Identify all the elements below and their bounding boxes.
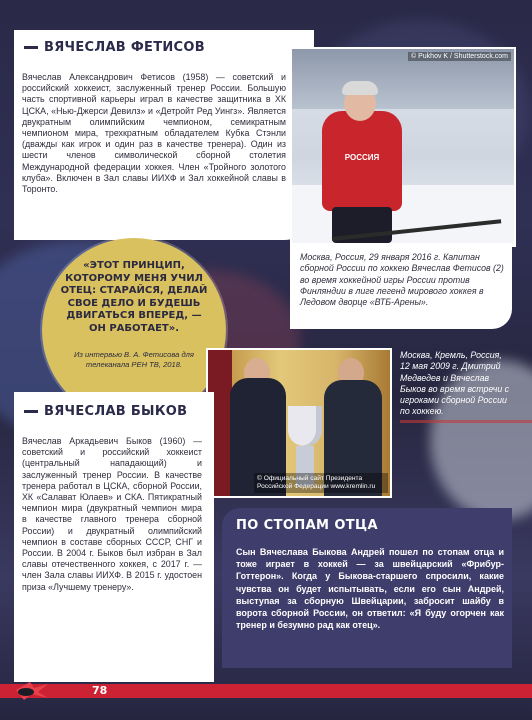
sidebar-box-text: Сын Вячеслава Быкова Андрей пошел по стопам отца и тоже играет в хоккей — за швейцарский «Фрибур-Готтерон». Когда у Быкова-старшего спросили, какие чувства он будет испытывать, если его сын Андрей, выступая за сборную Швейцарии, забросит шайбу в ворота сборной России, он ответил: «Я буду огорчен как тренер и безумно рад как отец».	[236, 547, 504, 631]
heading-bar	[24, 46, 38, 49]
player-hair	[342, 81, 378, 95]
jersey-lettering: РОССИЯ	[344, 153, 380, 162]
fetisov-biography: Вячеслав Александрович Фетисов (1958) — советский и российский хоккеист, заслуженный тренер России. Большую часть спортивной карьеры играл в качестве защитника в ХК ЦСКА, «Нью-Джерси Девилз» и «Детройт Ред Уингз». Является двукратным олимпийским чемпионом, семикратным чемпионом мира, трехкратным обладателем Кубка Стэнли (дважды как игрок и один раз в качестве тренера). Один из шести членов символической сборной столетия Международной федерации хоккея. Член «Тройного золотого клуба». Включен в Зал славы ИИХФ и Зал хоккейной славы в Торонто.	[22, 72, 286, 195]
kremlin-photo-caption: Москва, Кремль, Россия, 12 мая 2009 г. Дмитрий Медведев и Вячеслав Быков во время встречи с игроками сборной России по хоккею.	[400, 350, 510, 417]
photo-credit: © Официальный сайт Президента Российской Федерации www.kremlin.ru	[254, 473, 388, 493]
page-footer	[0, 676, 532, 706]
heading-bar	[24, 410, 38, 413]
photo-credit: © Pukhov K / Shutterstock.com	[408, 52, 511, 61]
trophy-cup	[288, 406, 322, 446]
bykov-heading	[24, 404, 187, 419]
footer-stripe	[0, 684, 532, 698]
bykov-biography: Вячеслав Аркадьевич Быков (1960) — советский и российский хоккеист (центральный нападающий) и заслуженный тренер России. В качестве тренера работал в ЦСКА, сборной России, ХК «Салават Юлаев» и СКА. Пятикратный чемпион мира (двукратный чемпион мира в качестве главного тренера сборной России) и двукратный олимпийский чемпион в составе сборных СССР, СНГ и России. В 2004 г. Быков был избран в Зал славы отечественного хоккея, с 2017 г. — член Зала славы ИИХФ. В 2015 г. удостоен приза «Лучшему тренеру».	[22, 436, 202, 592]
page-number: 78	[92, 684, 108, 697]
sidebar-box-title: ПО СТОПАМ ОТЦА	[236, 518, 378, 533]
fetisov-heading	[24, 40, 205, 55]
bykov-heading-text: ВЯЧЕСЛАВ БЫКОВ	[44, 404, 188, 419]
quote-text: «ЭТОТ ПРИНЦИП, КОТОРОМУ МЕНЯ УЧИЛ ОТЕЦ: СТАРАЙСЯ, ДЕЛАЙ СВОЕ ДЕЛО И БУДЕШЬ ДВИГАТЬСЯ ВПЕРЕД, — ОН РАБОТАЕТ».	[60, 260, 208, 334]
fetisov-photo	[290, 47, 516, 247]
fetisov-heading-text: ВЯЧЕСЛАВ ФЕТИСОВ	[44, 40, 205, 55]
hockey-puck-icon	[14, 678, 50, 702]
kremlin-photo	[206, 348, 392, 498]
fetisov-caption-box	[290, 243, 512, 329]
fetisov-photo-caption: Москва, Россия, 29 января 2016 г. Капитан сборной России по хоккею Вячеслав Фетисов (2) во время хоккейной игры России против Финляндии в лиге легенд мирового хоккея в Ледовом дворце «ВТБ-Арены».	[300, 252, 504, 308]
quote-source: Из интервью В. А. Фетисова для телеканала РЕН ТВ, 2018.	[73, 350, 194, 369]
